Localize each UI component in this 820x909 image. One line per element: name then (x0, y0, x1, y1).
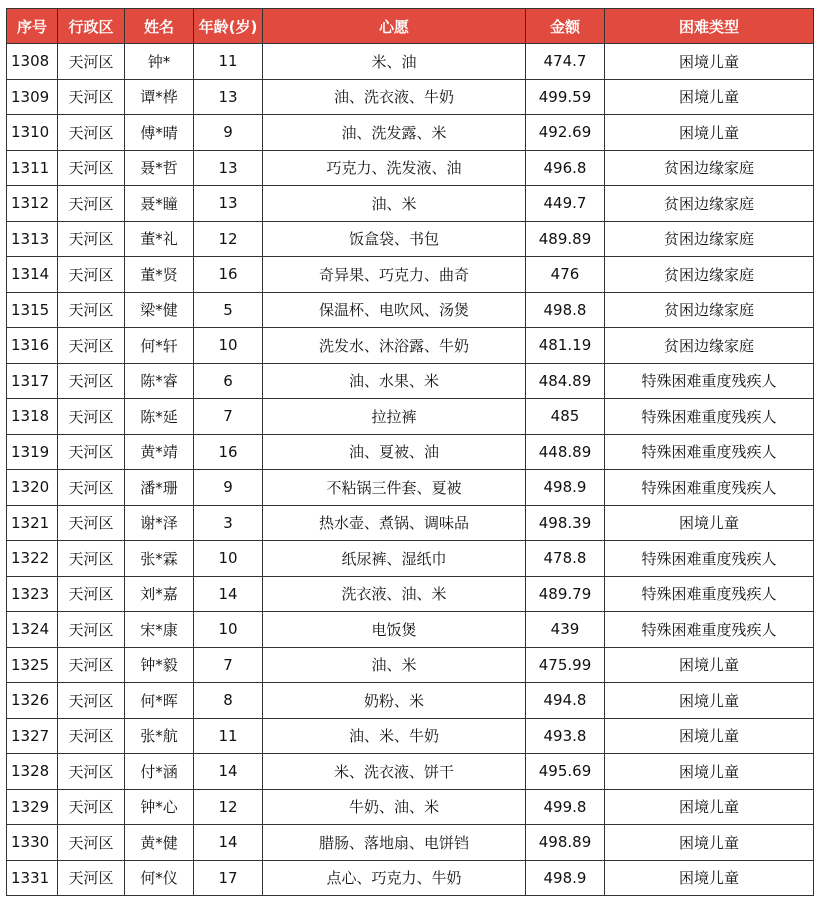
cell-hardship-type: 困境儿童 (605, 754, 814, 790)
cell-hardship-type: 特殊困难重度残疾人 (605, 434, 814, 470)
cell-seq: 1321 (7, 505, 58, 541)
cell-seq: 1308 (7, 44, 58, 80)
cell-age: 12 (194, 221, 263, 257)
cell-district: 天河区 (58, 576, 125, 612)
cell-wish: 电饭煲 (263, 612, 526, 648)
cell-seq: 1316 (7, 328, 58, 364)
cell-seq: 1323 (7, 576, 58, 612)
cell-district: 天河区 (58, 115, 125, 151)
cell-seq: 1322 (7, 541, 58, 577)
cell-age: 10 (194, 328, 263, 364)
cell-name: 宋*康 (125, 612, 194, 648)
cell-district: 天河区 (58, 434, 125, 470)
cell-amount: 475.99 (526, 647, 605, 683)
table-row (7, 363, 814, 399)
cell-hardship-type: 困境儿童 (605, 789, 814, 825)
cell-wish: 牛奶、油、米 (263, 789, 526, 825)
cell-name: 陈*睿 (125, 363, 194, 399)
table-row (7, 79, 814, 115)
table-row (7, 576, 814, 612)
cell-hardship-type: 贫困边缘家庭 (605, 186, 814, 222)
cell-name: 钟* (125, 44, 194, 80)
cell-age: 7 (194, 399, 263, 435)
cell-district: 天河区 (58, 541, 125, 577)
cell-hardship-type: 特殊困难重度残疾人 (605, 363, 814, 399)
cell-seq: 1327 (7, 718, 58, 754)
cell-age: 14 (194, 576, 263, 612)
cell-name: 谭*桦 (125, 79, 194, 115)
cell-seq: 1313 (7, 221, 58, 257)
cell-amount: 498.8 (526, 292, 605, 328)
cell-district: 天河区 (58, 363, 125, 399)
cell-name: 张*霖 (125, 541, 194, 577)
cell-district: 天河区 (58, 186, 125, 222)
cell-seq: 1318 (7, 399, 58, 435)
table-row (7, 825, 814, 861)
cell-hardship-type: 困境儿童 (605, 860, 814, 896)
header-district: 行政区 (58, 9, 125, 44)
cell-name: 何*仪 (125, 860, 194, 896)
cell-amount: 496.8 (526, 150, 605, 186)
cell-seq: 1325 (7, 647, 58, 683)
cell-age: 11 (194, 44, 263, 80)
cell-district: 天河区 (58, 257, 125, 293)
cell-wish: 纸尿裤、湿纸巾 (263, 541, 526, 577)
cell-hardship-type: 贫困边缘家庭 (605, 292, 814, 328)
cell-district: 天河区 (58, 789, 125, 825)
cell-age: 13 (194, 150, 263, 186)
cell-name: 付*涵 (125, 754, 194, 790)
cell-amount: 476 (526, 257, 605, 293)
cell-wish: 油、洗衣液、牛奶 (263, 79, 526, 115)
cell-hardship-type: 困境儿童 (605, 718, 814, 754)
cell-district: 天河区 (58, 505, 125, 541)
cell-hardship-type: 特殊困难重度残疾人 (605, 612, 814, 648)
cell-age: 10 (194, 541, 263, 577)
cell-district: 天河区 (58, 647, 125, 683)
table-row (7, 44, 814, 80)
cell-age: 16 (194, 434, 263, 470)
cell-district: 天河区 (58, 470, 125, 506)
table-row (7, 754, 814, 790)
cell-name: 梁*健 (125, 292, 194, 328)
table-row (7, 683, 814, 719)
cell-district: 天河区 (58, 399, 125, 435)
cell-seq: 1314 (7, 257, 58, 293)
cell-name: 董*礼 (125, 221, 194, 257)
cell-name: 钟*心 (125, 789, 194, 825)
cell-amount: 498.9 (526, 470, 605, 506)
table-row (7, 860, 814, 896)
cell-district: 天河区 (58, 328, 125, 364)
cell-wish: 腊肠、落地扇、电饼铛 (263, 825, 526, 861)
header-name: 姓名 (125, 9, 194, 44)
cell-age: 10 (194, 612, 263, 648)
cell-age: 3 (194, 505, 263, 541)
cell-name: 钟*毅 (125, 647, 194, 683)
cell-amount: 492.69 (526, 115, 605, 151)
cell-amount: 494.8 (526, 683, 605, 719)
cell-wish: 油、洗发露、米 (263, 115, 526, 151)
cell-name: 何*晖 (125, 683, 194, 719)
cell-name: 刘*嘉 (125, 576, 194, 612)
cell-name: 聂*瞳 (125, 186, 194, 222)
cell-name: 董*贤 (125, 257, 194, 293)
table-row (7, 257, 814, 293)
cell-seq: 1329 (7, 789, 58, 825)
cell-hardship-type: 特殊困难重度残疾人 (605, 576, 814, 612)
cell-hardship-type: 贫困边缘家庭 (605, 150, 814, 186)
cell-seq: 1311 (7, 150, 58, 186)
cell-age: 12 (194, 789, 263, 825)
table-row (7, 292, 814, 328)
header-wish: 心愿 (263, 9, 526, 44)
cell-age: 9 (194, 470, 263, 506)
cell-age: 11 (194, 718, 263, 754)
cell-amount: 489.89 (526, 221, 605, 257)
cell-amount: 489.79 (526, 576, 605, 612)
cell-seq: 1331 (7, 860, 58, 896)
wish-list-table-container (6, 8, 814, 896)
cell-seq: 1320 (7, 470, 58, 506)
table-row (7, 150, 814, 186)
cell-age: 9 (194, 115, 263, 151)
cell-amount: 498.39 (526, 505, 605, 541)
cell-district: 天河区 (58, 860, 125, 896)
cell-age: 16 (194, 257, 263, 293)
cell-name: 聂*哲 (125, 150, 194, 186)
table-row (7, 505, 814, 541)
cell-wish: 拉拉裤 (263, 399, 526, 435)
cell-amount: 448.89 (526, 434, 605, 470)
cell-wish: 奶粉、米 (263, 683, 526, 719)
cell-amount: 439 (526, 612, 605, 648)
cell-district: 天河区 (58, 825, 125, 861)
cell-seq: 1317 (7, 363, 58, 399)
cell-seq: 1315 (7, 292, 58, 328)
cell-name: 张*航 (125, 718, 194, 754)
cell-amount: 499.8 (526, 789, 605, 825)
cell-district: 天河区 (58, 150, 125, 186)
cell-wish: 米、油 (263, 44, 526, 80)
cell-hardship-type: 特殊困难重度残疾人 (605, 470, 814, 506)
cell-name: 潘*珊 (125, 470, 194, 506)
cell-hardship-type: 困境儿童 (605, 683, 814, 719)
table-row (7, 399, 814, 435)
table-row (7, 612, 814, 648)
cell-hardship-type: 困境儿童 (605, 44, 814, 80)
cell-age: 17 (194, 860, 263, 896)
cell-age: 13 (194, 79, 263, 115)
cell-district: 天河区 (58, 44, 125, 80)
cell-wish: 不粘锅三件套、夏被 (263, 470, 526, 506)
cell-district: 天河区 (58, 754, 125, 790)
cell-amount: 481.19 (526, 328, 605, 364)
cell-district: 天河区 (58, 79, 125, 115)
table-row (7, 647, 814, 683)
table-header-row (7, 9, 814, 44)
cell-wish: 奇异果、巧克力、曲奇 (263, 257, 526, 293)
table-row (7, 115, 814, 151)
cell-wish: 油、水果、米 (263, 363, 526, 399)
cell-wish: 饭盒袋、书包 (263, 221, 526, 257)
cell-amount: 478.8 (526, 541, 605, 577)
cell-age: 7 (194, 647, 263, 683)
cell-district: 天河区 (58, 612, 125, 648)
cell-name: 傅*晴 (125, 115, 194, 151)
cell-hardship-type: 贫困边缘家庭 (605, 221, 814, 257)
cell-age: 5 (194, 292, 263, 328)
cell-district: 天河区 (58, 292, 125, 328)
cell-age: 13 (194, 186, 263, 222)
cell-wish: 热水壶、煮锅、调味品 (263, 505, 526, 541)
cell-amount: 495.69 (526, 754, 605, 790)
cell-seq: 1319 (7, 434, 58, 470)
table-row (7, 470, 814, 506)
cell-name: 陈*延 (125, 399, 194, 435)
cell-amount: 498.89 (526, 825, 605, 861)
cell-wish: 油、米 (263, 186, 526, 222)
cell-hardship-type: 困境儿童 (605, 505, 814, 541)
table-row (7, 186, 814, 222)
cell-seq: 1312 (7, 186, 58, 222)
cell-seq: 1330 (7, 825, 58, 861)
cell-amount: 449.7 (526, 186, 605, 222)
cell-hardship-type: 贫困边缘家庭 (605, 328, 814, 364)
cell-district: 天河区 (58, 683, 125, 719)
cell-wish: 油、米、牛奶 (263, 718, 526, 754)
cell-name: 黄*健 (125, 825, 194, 861)
cell-seq: 1328 (7, 754, 58, 790)
header-hardship-type: 困难类型 (605, 9, 814, 44)
cell-age: 8 (194, 683, 263, 719)
cell-wish: 油、夏被、油 (263, 434, 526, 470)
wish-list-table (6, 8, 814, 896)
table-row (7, 434, 814, 470)
cell-seq: 1309 (7, 79, 58, 115)
cell-hardship-type: 贫困边缘家庭 (605, 257, 814, 293)
cell-seq: 1326 (7, 683, 58, 719)
cell-seq: 1310 (7, 115, 58, 151)
cell-name: 黄*靖 (125, 434, 194, 470)
cell-wish: 洗发水、沐浴露、牛奶 (263, 328, 526, 364)
cell-hardship-type: 困境儿童 (605, 79, 814, 115)
cell-amount: 485 (526, 399, 605, 435)
cell-district: 天河区 (58, 718, 125, 754)
cell-amount: 484.89 (526, 363, 605, 399)
cell-amount: 474.7 (526, 44, 605, 80)
cell-hardship-type: 特殊困难重度残疾人 (605, 399, 814, 435)
table-row (7, 541, 814, 577)
cell-age: 14 (194, 754, 263, 790)
cell-name: 谢*泽 (125, 505, 194, 541)
cell-age: 14 (194, 825, 263, 861)
cell-age: 6 (194, 363, 263, 399)
table-row (7, 789, 814, 825)
cell-wish: 保温杯、电吹风、汤煲 (263, 292, 526, 328)
cell-wish: 巧克力、洗发液、油 (263, 150, 526, 186)
cell-amount: 493.8 (526, 718, 605, 754)
cell-amount: 498.9 (526, 860, 605, 896)
cell-hardship-type: 特殊困难重度残疾人 (605, 541, 814, 577)
cell-amount: 499.59 (526, 79, 605, 115)
table-row (7, 328, 814, 364)
cell-district: 天河区 (58, 221, 125, 257)
cell-wish: 洗衣液、油、米 (263, 576, 526, 612)
cell-hardship-type: 困境儿童 (605, 115, 814, 151)
header-age: 年龄(岁) (194, 9, 263, 44)
cell-wish: 油、米 (263, 647, 526, 683)
cell-seq: 1324 (7, 612, 58, 648)
cell-name: 何*轩 (125, 328, 194, 364)
header-amount: 金额 (526, 9, 605, 44)
cell-wish: 米、洗衣液、饼干 (263, 754, 526, 790)
table-row (7, 718, 814, 754)
cell-wish: 点心、巧克力、牛奶 (263, 860, 526, 896)
header-seq: 序号 (7, 9, 58, 44)
cell-hardship-type: 困境儿童 (605, 647, 814, 683)
cell-hardship-type: 困境儿童 (605, 825, 814, 861)
table-row (7, 221, 814, 257)
table-body (7, 44, 814, 896)
